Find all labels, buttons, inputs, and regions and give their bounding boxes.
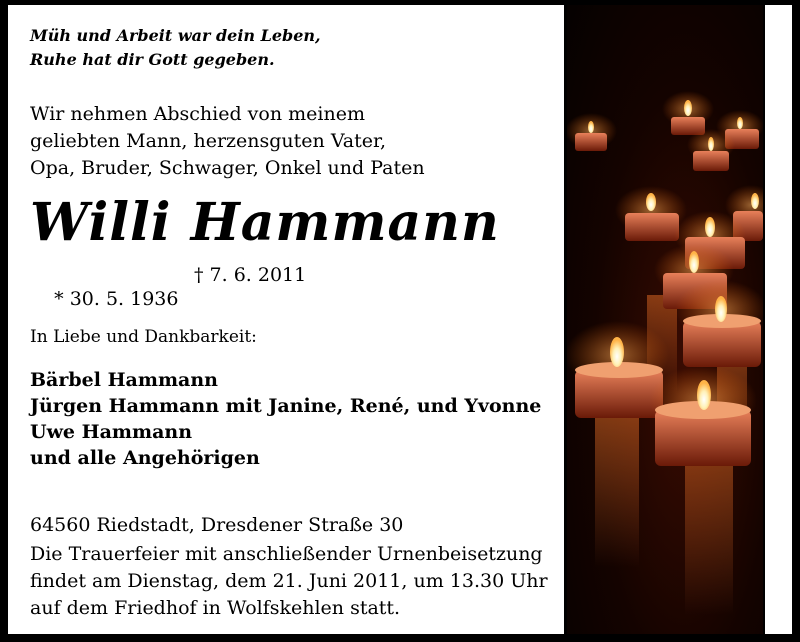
- candles-illustration: [567, 5, 763, 634]
- candle-image: [567, 5, 763, 634]
- obituary-notice: [8, 5, 564, 634]
- deceased-name: Willi Hammann: [30, 192, 500, 253]
- candle-far-1: [567, 113, 617, 151]
- birth-date: * 30. 5. 1936: [54, 288, 179, 310]
- death-date: † 7. 6. 2011: [194, 264, 307, 286]
- family-list: Bärbel Hammann Jürgen Hammann mit Janine, René, und Yvonne Uwe Hammann und alle Angehörigen: [30, 369, 542, 469]
- address: 64560 Riedstadt, Dresdener Straße 30: [30, 514, 404, 536]
- intro-text: Wir nehmen Abschied von meinem geliebten Mann, herzensguten Vater, Opa, Bruder, Schwager, Onkel und Paten: [30, 103, 425, 179]
- candle-far-4: [687, 129, 735, 171]
- candle-near-3: [649, 366, 757, 466]
- candle-near-1: [675, 280, 763, 367]
- candle-far-2: [662, 91, 714, 135]
- motto: Müh und Arbeit war dein Leben, Ruhe hat dir Gott gegeben.: [30, 26, 321, 69]
- service-details: Die Trauerfeier mit anschließender Urnenbeisetzung findet am Dienstag, dem 21. Juni 2011, um 13.30 Uhr auf dem Friedhof in Wolfskehlen statt.: [30, 543, 548, 619]
- right-border-strip: [765, 5, 792, 634]
- thanks-line: In Liebe und Dankbarkeit:: [30, 327, 257, 347]
